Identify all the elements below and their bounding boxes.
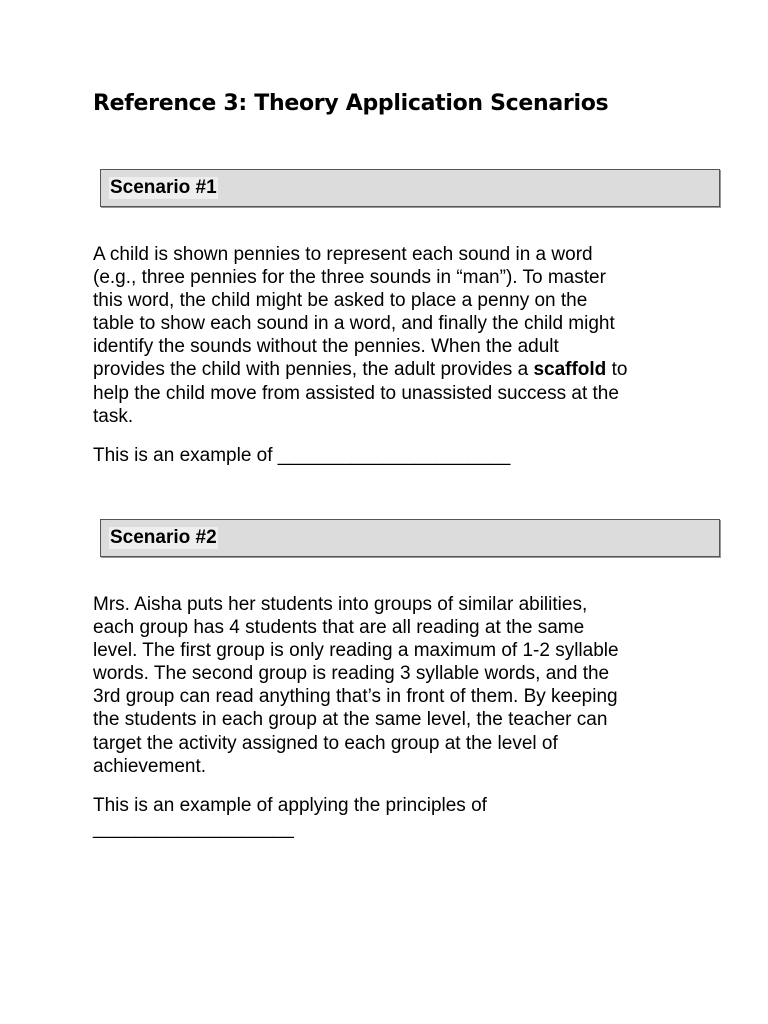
- scenario-1-description: [93, 243, 627, 428]
- scenario-1-line-8: task.: [93, 405, 134, 427]
- scenario-2-line-6: the students in each group at the same level, the teacher can: [93, 709, 608, 731]
- scenario-1-line-7: help the child move from assisted to unassisted success at the: [93, 382, 619, 404]
- page-title: Reference 3: Theory Application Scenarios: [93, 91, 609, 116]
- scenario-1-question-line: This is an example of ______________________: [93, 445, 511, 466]
- scenario-1-heading: Scenario #1: [110, 177, 217, 198]
- scenario-2-heading: Scenario #2: [110, 527, 217, 548]
- scenario-2-line-5: 3rd group can read anything that’s in front of them. By keeping: [93, 686, 618, 708]
- scenario-1-line-3: this word, the child might be asked to place a penny on the: [93, 290, 588, 312]
- scenario-1-line-6-tail: to: [606, 359, 628, 381]
- scenario-1-line-1: A child is shown pennies to represent each sound in a word: [93, 244, 593, 265]
- scenario-2-question-line-2: ___________________: [93, 818, 294, 840]
- scenario-1-question: [93, 444, 510, 467]
- scenario-1-line-6: [93, 358, 627, 381]
- scenario-2-header: [100, 519, 720, 557]
- scenario-1-header: [100, 169, 720, 207]
- scenario-2-line-4: words. The second group is reading 3 syllable words, and the: [93, 663, 610, 685]
- scenario-2-line-2: each group has 4 students that are all reading at the same: [93, 617, 585, 639]
- scenario-1-line-6-text: provides the child with pennies, the adult provides a: [93, 359, 534, 381]
- scenario-2-line-3: level. The first group is only reading a maximum of 1-2 syllable: [93, 640, 619, 662]
- scenario-2-line-7: target the activity assigned to each group at the level of: [93, 732, 558, 754]
- scenario-2-question: [93, 794, 487, 840]
- scenario-1-line-4: table to show each sound in a word, and finally the child might: [93, 313, 615, 335]
- scenario-2-line-8: achievement.: [93, 755, 207, 777]
- scenario-1-line-2: (e.g., three pennies for the three sounds in “man”). To master: [93, 267, 606, 289]
- scenario-2-line-1: Mrs. Aisha puts her students into groups of similar abilities,: [93, 594, 588, 615]
- scaffold-term: scaffold: [533, 359, 607, 381]
- scenario-2-description: [93, 593, 619, 778]
- scenario-2-question-line-1: This is an example of applying the principles of: [93, 795, 487, 816]
- scenario-1-line-5: identify the sounds without the pennies. When the adult: [93, 336, 559, 358]
